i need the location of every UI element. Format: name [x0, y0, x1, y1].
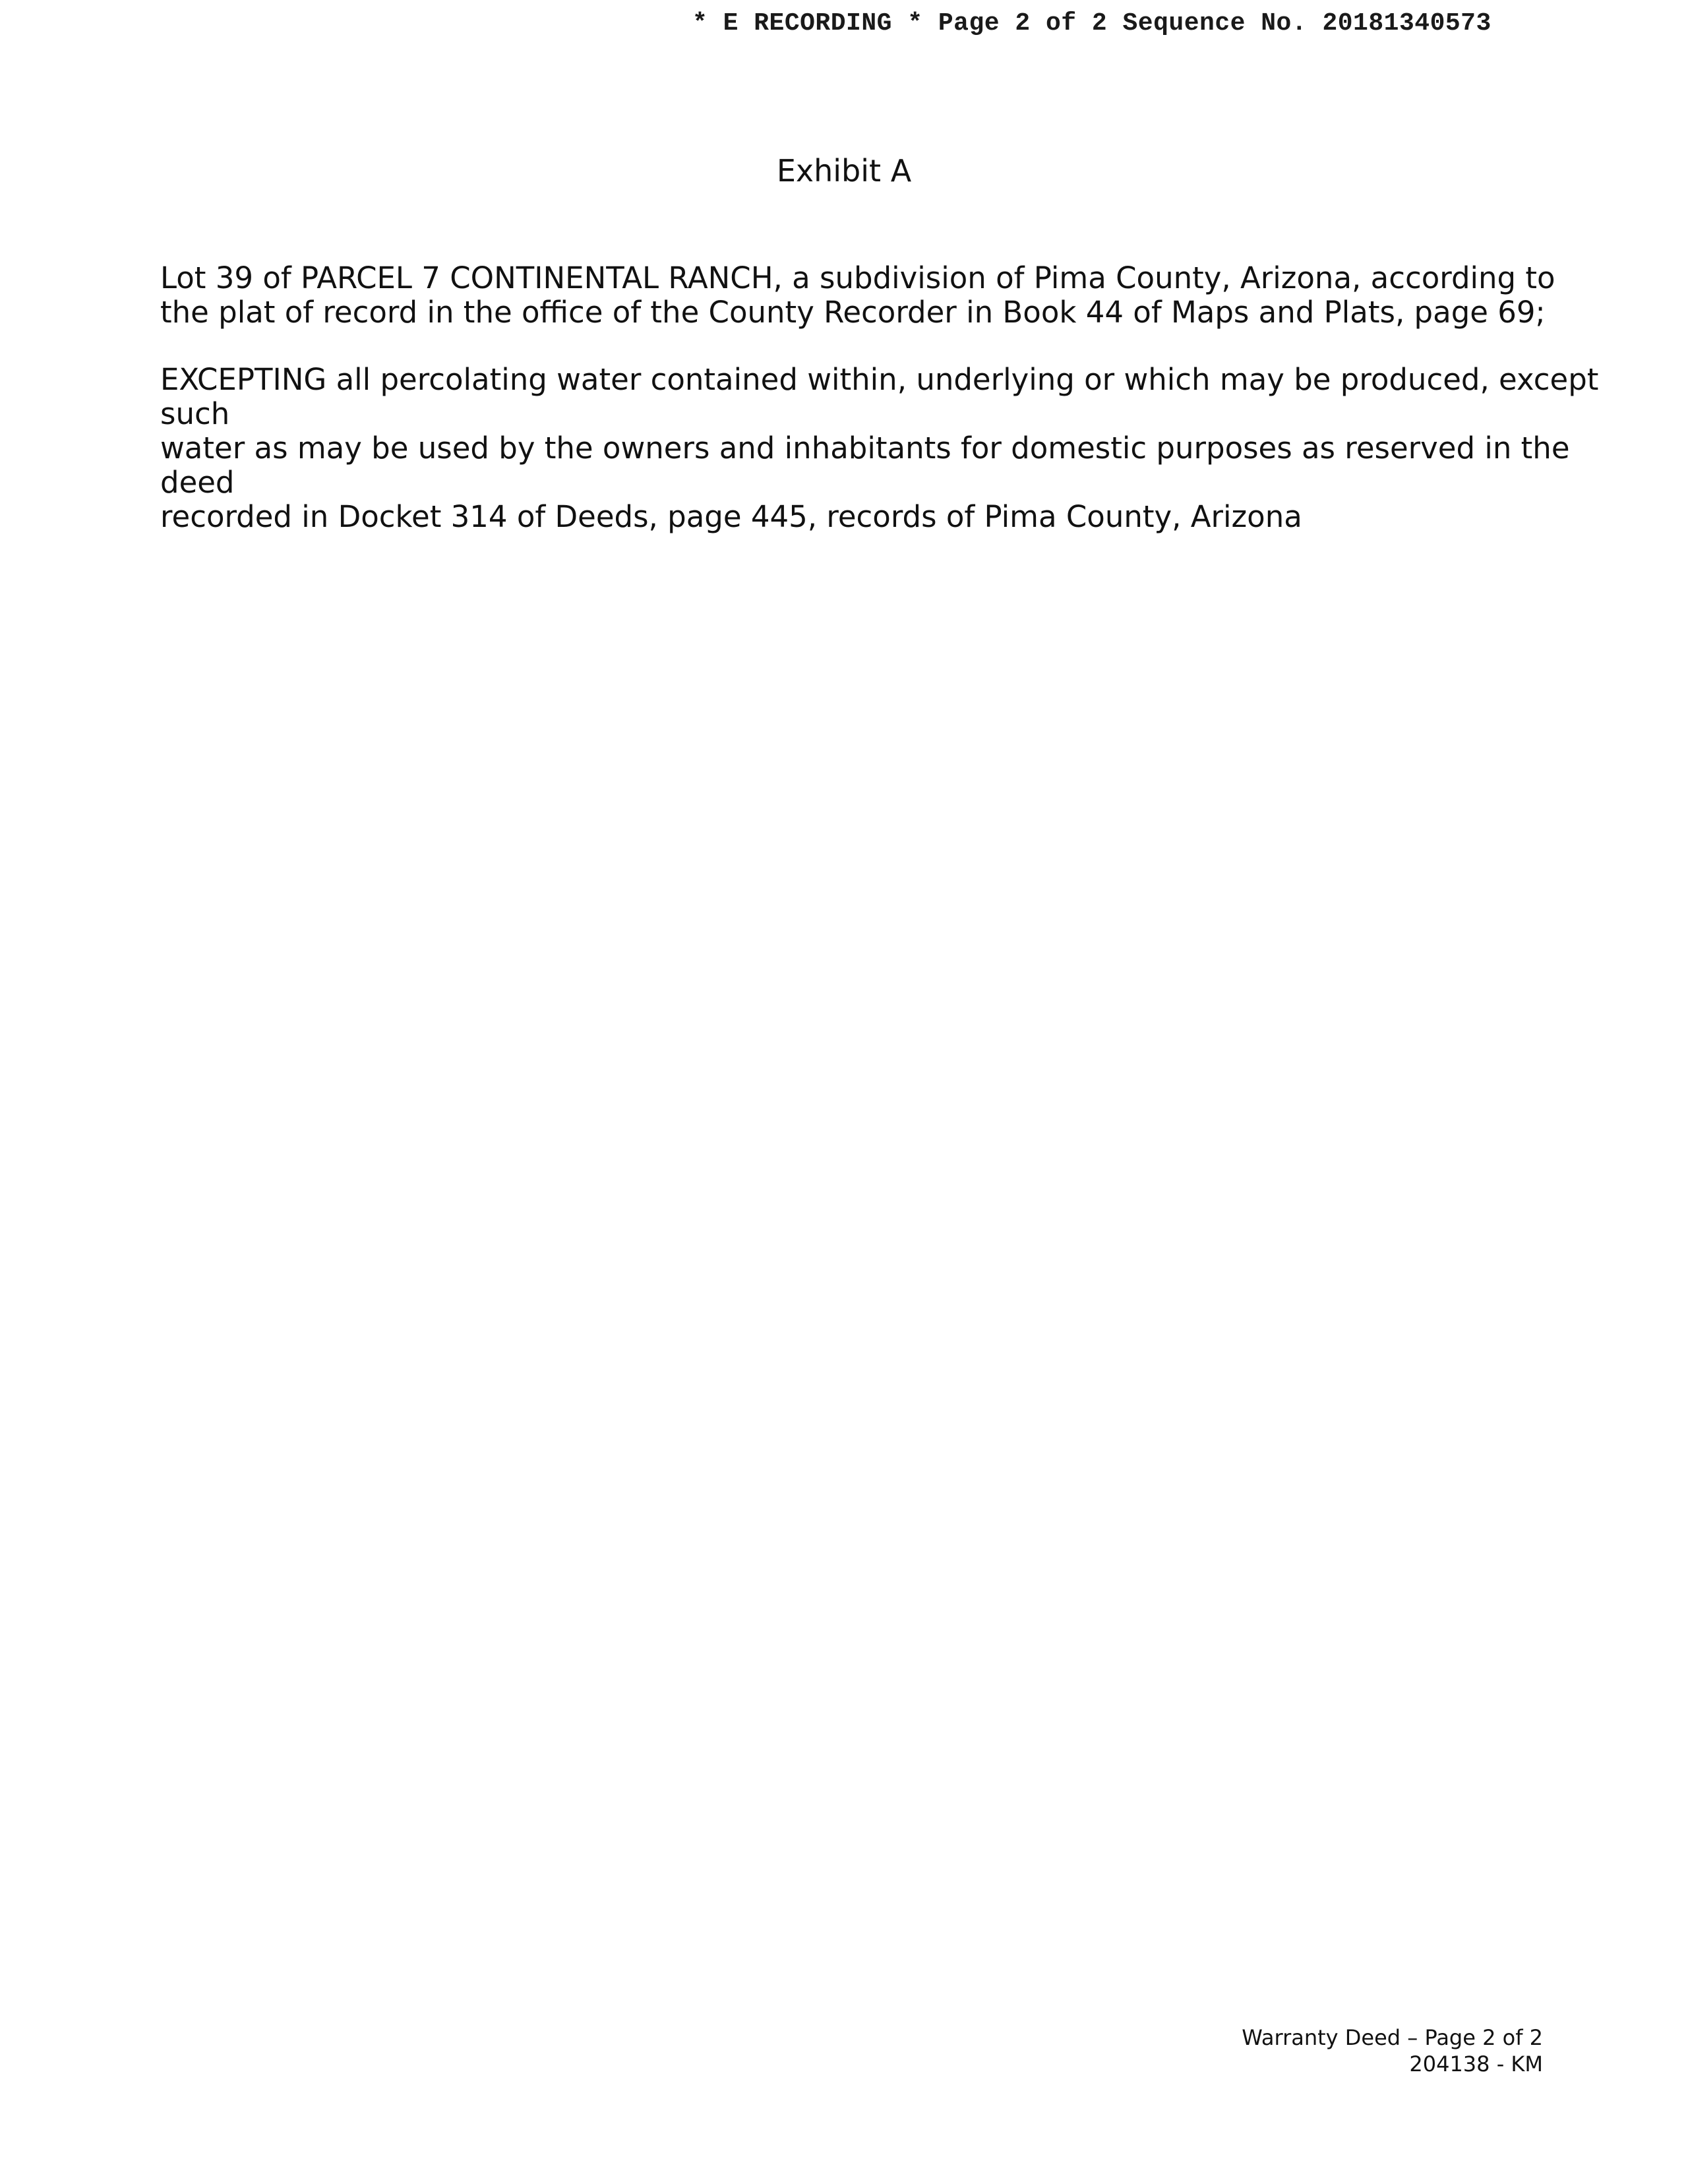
water-exception-paragraph: EXCEPTING all percolating water contained within, underlying or which may be produced, except such water as may be used by the owners and inhabitants for domestic purposes as reserved in the deed recorded in Docket 314 of Deeds, page 445, records of Pima County, Arizona — [160, 362, 1599, 534]
page-footer — [1121, 2024, 1543, 2077]
exhibit-title: Exhibit A — [776, 153, 912, 189]
legal-description — [160, 261, 1624, 567]
footer-document-page: Warranty Deed – Page 2 of 2 — [1242, 2025, 1543, 2050]
footer-file-number: 204138 - KM — [1409, 2051, 1543, 2077]
recording-header: * E RECORDING * Page 2 of 2 Sequence No. 20181340573 — [692, 9, 1492, 38]
lot-description-paragraph: Lot 39 of PARCEL 7 CONTINENTAL RANCH, a subdivision of Pima County, Arizona, according to the plat of record in the office of the County Recorder in Book 44 of Maps and Plats, page 69; — [160, 260, 1555, 330]
